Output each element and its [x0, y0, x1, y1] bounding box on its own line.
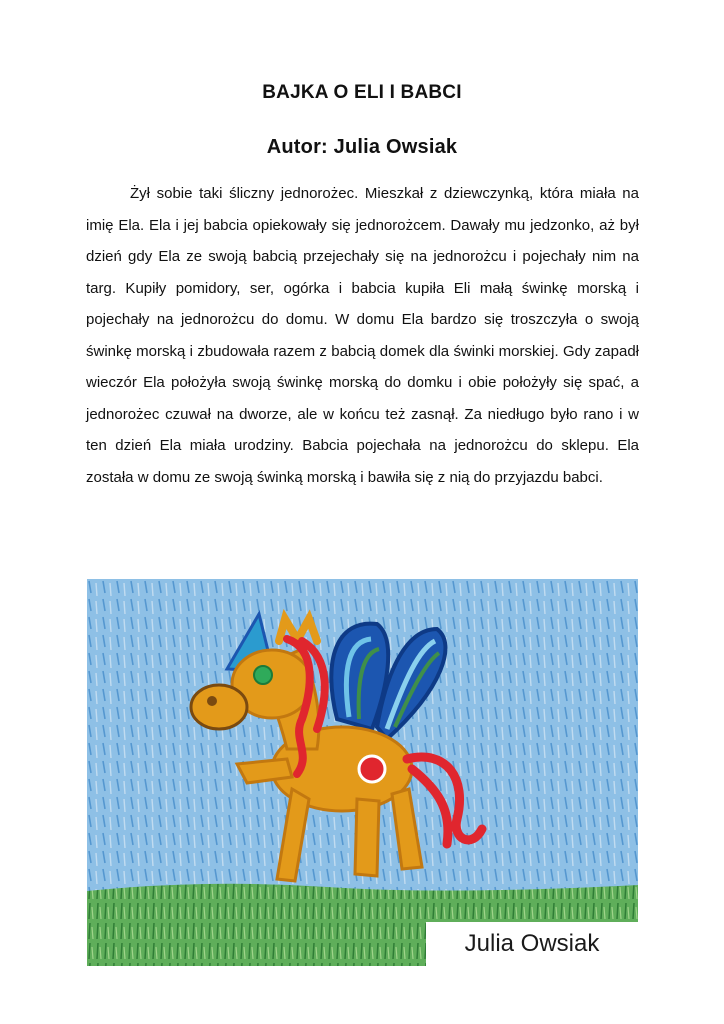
unicorn-drawing-image	[87, 579, 638, 966]
artist-signature: Julia Owsiak	[426, 922, 638, 966]
child-drawing	[87, 579, 638, 966]
unicorn-cutie-mark	[359, 756, 385, 782]
author-line: Autor: Julia Owsiak	[266, 136, 458, 158]
unicorn-nostril	[207, 696, 217, 706]
story-title: BAJKA O ELI I BABCI	[262, 82, 462, 103]
unicorn-snout	[191, 685, 247, 729]
story-text: Żył sobie taki śliczny jednorożec. Mieszkał z dziewczynką, która miała na imię Ela. Ela i jej babcia opiekowały się jednorożcem. Dawały mu jedzonko, aż był dzień gdy Ela ze swoją babcią przejechały się na jednorożcu i pojechały nim na targ. Kupiły pomidory, ser, ogórka i babcia kupiła Eli małą świnkę morską i pojechały na jednorożcu do domu. W domu Ela bardzo się troszczyła o swoją świnkę morską i zbudowała razem z babcią domek dla świnki morskiej. Gdy zapadł wieczór Ela położyła swoją świnkę morską do domku i obie położyły się spać, a jednorożec czuwał na dworze, ale w końcu też zasnął. Za niedługo było rano i w ten dzień Ela miała urodziny. Babcia pojechała na jednorożcu do sklepu. Ela została w domu ze swoją świnką morską i bawiła się z nią do przyjazdu babci.	[86, 185, 639, 486]
unicorn-eye	[254, 666, 272, 684]
